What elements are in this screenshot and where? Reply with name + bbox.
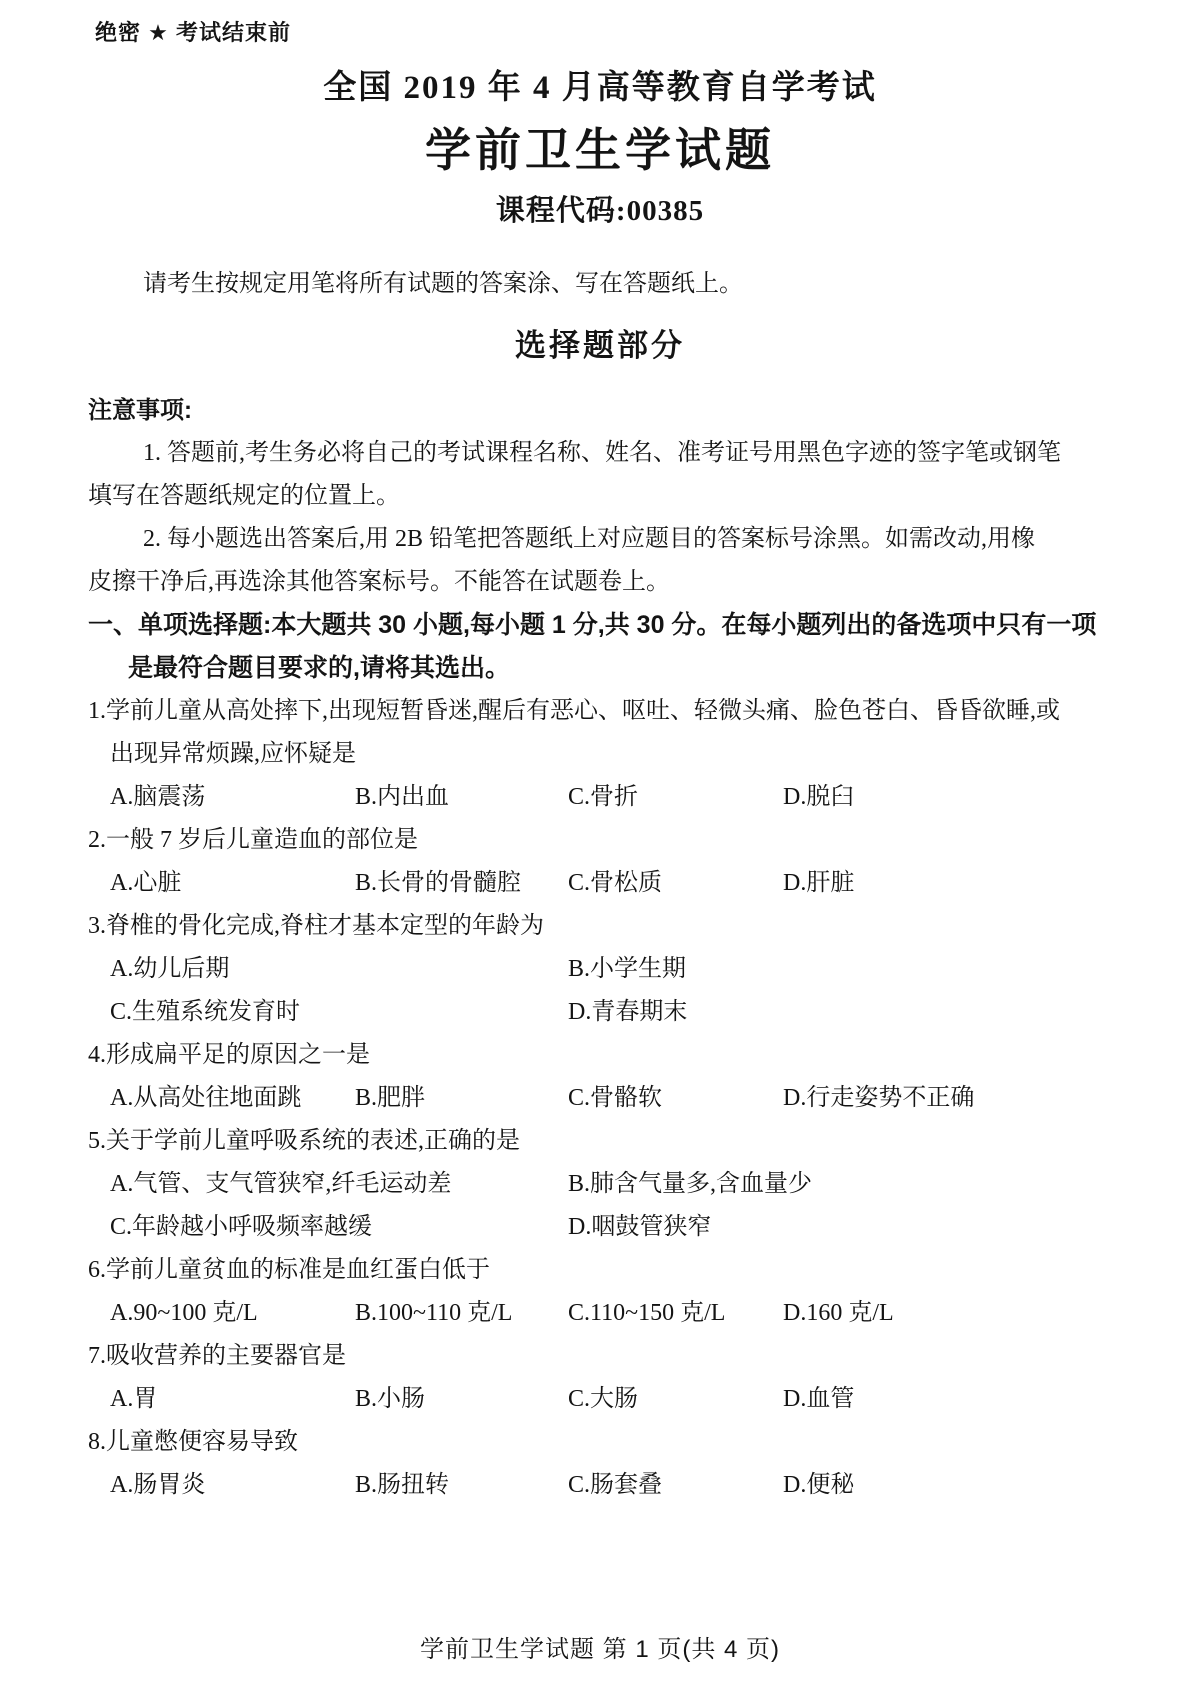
question-7-option-a: A.胃 — [110, 1386, 158, 1412]
paper-title: 学前卫生学试题 — [425, 125, 775, 176]
question-4-option-d: D.行走姿势不正确 — [783, 1085, 975, 1111]
question-5-stem: 5.关于学前儿童呼吸系统的表述,正确的是 — [88, 1128, 520, 1154]
question-5-option-b: B.肺含气量多,含血量少 — [568, 1171, 813, 1197]
question-7-options — [110, 1378, 1112, 1421]
question-5-option-c: C.年龄越小呼吸频率越缓 — [110, 1214, 373, 1240]
question-3-option-a: A.幼儿后期 — [110, 956, 230, 982]
question-8-options — [110, 1464, 1112, 1507]
question-1-option-c: C.骨折 — [568, 784, 639, 810]
question-1-option-b: B.内出血 — [355, 784, 450, 810]
question-4 — [88, 1034, 1112, 1120]
question-3 — [88, 905, 1112, 1034]
question-8-option-b: B.肠扭转 — [355, 1472, 450, 1498]
question-4-option-a: A.从高处往地面跳 — [110, 1085, 302, 1111]
part1-heading-line-2: 是最符合题目要求的,请将其选出。 — [128, 654, 510, 682]
question-1-options — [110, 776, 1112, 819]
answer-instruction: 请考生按规定用笔将所有试题的答案涂、写在答题纸上。 — [143, 271, 743, 297]
page-footer: 学前卫生学试题 第 1 页(共 4 页) — [419, 1636, 781, 1663]
question-7-option-d: D.血管 — [783, 1386, 855, 1412]
question-2-option-c: C.骨松质 — [568, 870, 663, 896]
question-4-option-c: C.骨骼软 — [568, 1085, 663, 1111]
question-4-stem: 4.形成扁平足的原因之一是 — [88, 1042, 370, 1068]
question-3-options-row-1 — [110, 948, 1112, 991]
question-7-option-c: C.大肠 — [568, 1386, 639, 1412]
question-3-stem: 3.脊椎的骨化完成,脊柱才基本定型的年龄为 — [88, 913, 544, 939]
notes-title: 注意事项: — [88, 397, 192, 424]
question-1-stem-line-2: 出现异常烦躁,应怀疑是 — [110, 741, 356, 767]
question-6 — [88, 1249, 1112, 1335]
question-7-option-b: B.小肠 — [355, 1386, 426, 1412]
question-4-option-b: B.肥胖 — [355, 1085, 426, 1111]
question-5-option-a: A.气管、支气管狭窄,纤毛运动差 — [110, 1171, 452, 1197]
question-2-options — [110, 862, 1112, 905]
question-5-option-d: D.咽鼓管狭窄 — [568, 1214, 712, 1240]
question-1 — [88, 690, 1112, 819]
question-3-option-c: C.生殖系统发育时 — [110, 999, 301, 1025]
classification-banner: 绝密 ★ 考试结束前 — [95, 20, 291, 45]
question-5-options-row-2 — [110, 1206, 1112, 1249]
question-3-options-row-2 — [110, 991, 1112, 1034]
note-1-line-2: 填写在答题纸规定的位置上。 — [88, 483, 400, 509]
question-3-option-d: D.青春期末 — [568, 999, 688, 1025]
question-1-option-d: D.脱臼 — [783, 784, 855, 810]
question-7 — [88, 1335, 1112, 1421]
question-8-option-a: A.肠胃炎 — [110, 1472, 206, 1498]
note-2-line-1: 2. 每小题选出答案后,用 2B 铅笔把答题纸上对应题目的答案标号涂黑。如需改动,用橡 — [143, 526, 1036, 552]
question-1-option-a: A.脑震荡 — [110, 784, 206, 810]
question-6-stem: 6.学前儿童贫血的标准是血红蛋白低于 — [88, 1257, 490, 1283]
question-6-option-c: C.110~150 克/L — [568, 1300, 726, 1326]
question-5 — [88, 1120, 1112, 1249]
question-4-options — [110, 1077, 1112, 1120]
exam-title: 全国 2019 年 4 月高等教育自学考试 — [323, 70, 877, 106]
section-title: 选择题部分 — [515, 328, 685, 363]
note-1-line-1: 1. 答题前,考生务必将自己的考试课程名称、姓名、准考证号用黑色字迹的签字笔或钢笔 — [143, 440, 1061, 466]
question-8-stem: 8.儿童憋便容易导致 — [88, 1429, 298, 1455]
question-1-stem-line-1: 1.学前儿童从高处摔下,出现短暂昏迷,醒后有恶心、呕吐、轻微头痛、脸色苍白、昏昏欲睡,或 — [88, 698, 1060, 724]
part1-heading-line-1: 一、单项选择题:本大题共 30 小题,每小题 1 分,共 30 分。在每小题列出的备选项中只有一项 — [88, 611, 1097, 639]
question-2-option-b: B.长骨的骨髓腔 — [355, 870, 522, 896]
note-2-line-2: 皮擦干净后,再选涂其他答案标号。不能答在试题卷上。 — [88, 569, 670, 595]
question-6-option-d: D.160 克/L — [783, 1300, 894, 1326]
question-3-option-b: B.小学生期 — [568, 956, 687, 982]
question-2-option-a: A.心脏 — [110, 870, 182, 896]
question-6-option-b: B.100~110 克/L — [355, 1300, 513, 1326]
question-2-option-d: D.肝脏 — [783, 870, 855, 896]
question-2-stem: 2.一般 7 岁后儿童造血的部位是 — [88, 827, 418, 853]
question-6-option-a: A.90~100 克/L — [110, 1300, 258, 1326]
question-7-stem: 7.吸收营养的主要器官是 — [88, 1343, 346, 1369]
question-5-options-row-1 — [110, 1163, 1112, 1206]
question-6-options — [110, 1292, 1112, 1335]
course-code: 课程代码:00385 — [495, 195, 705, 227]
question-2 — [88, 819, 1112, 905]
question-8 — [88, 1421, 1112, 1507]
question-8-option-d: D.便秘 — [783, 1472, 855, 1498]
exam-body — [88, 389, 1112, 1507]
question-8-option-c: C.肠套叠 — [568, 1472, 663, 1498]
